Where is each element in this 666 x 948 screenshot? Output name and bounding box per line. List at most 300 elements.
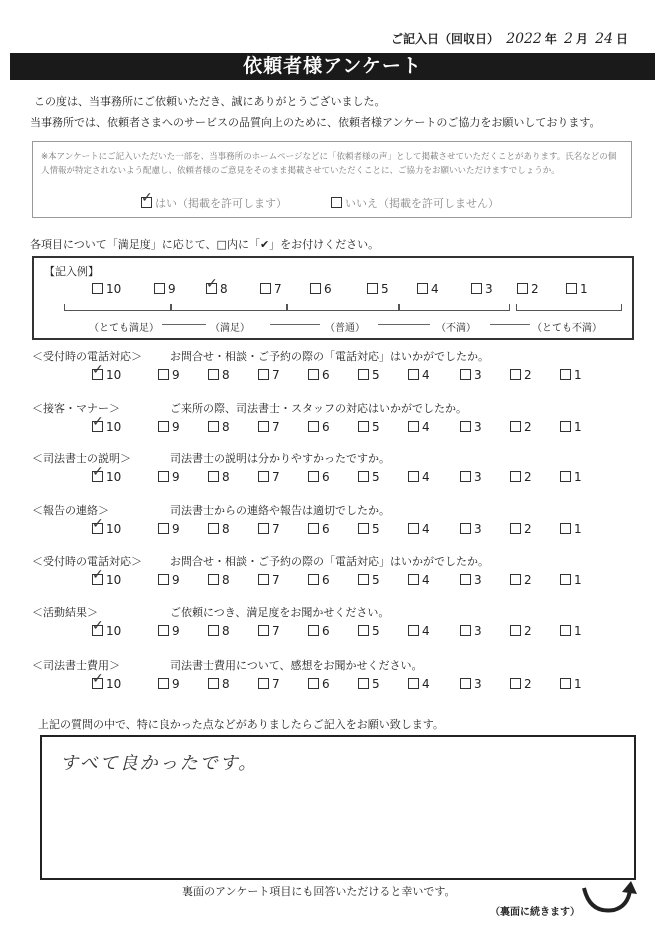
option-label: 4 <box>422 522 430 536</box>
date-year-unit: 年 <box>544 32 557 46</box>
option-label: 5 <box>372 677 380 691</box>
checkbox[interactable] <box>92 464 104 482</box>
checkbox[interactable] <box>460 471 471 482</box>
option-label: 2 <box>524 368 532 382</box>
rating-option[interactable] <box>92 362 122 382</box>
checkbox[interactable] <box>560 421 571 432</box>
option-label: 2 <box>524 624 532 638</box>
scale-label: （普通） <box>325 323 365 334</box>
option-label: 8 <box>222 677 230 691</box>
option-label: 6 <box>322 368 330 382</box>
checkbox[interactable] <box>408 421 419 432</box>
checkbox[interactable] <box>141 190 153 208</box>
checkbox[interactable] <box>158 574 169 585</box>
question-title: ＜報告の連絡＞ <box>32 504 109 517</box>
option-label: 7 <box>274 282 282 296</box>
checkbox[interactable] <box>208 471 219 482</box>
option-label: 3 <box>474 470 482 484</box>
check-mark-icon: ✓ <box>92 671 104 687</box>
question-text: 司法書士費用について、感想をお聞かせください。 <box>170 659 423 672</box>
option-label: 10 <box>106 677 122 691</box>
rating-option[interactable] <box>308 420 330 434</box>
option-label: 1 <box>574 470 582 484</box>
option-label: 1 <box>580 282 588 296</box>
date-label: ご記入日（回収日） <box>390 32 499 46</box>
checkbox <box>154 283 165 294</box>
consent-no-option[interactable] <box>331 195 499 211</box>
publish-consent-box <box>32 141 632 218</box>
scale-bracket <box>398 304 510 311</box>
checkbox[interactable] <box>92 516 104 534</box>
check-mark-icon: ✓ <box>92 567 104 583</box>
rating-option[interactable] <box>460 420 482 434</box>
rating-option[interactable] <box>510 470 532 484</box>
checkbox[interactable] <box>208 369 219 380</box>
checkbox <box>566 283 577 294</box>
rating-option[interactable] <box>510 368 532 382</box>
rating-option[interactable] <box>510 677 532 691</box>
option-label: 4 <box>422 470 430 484</box>
option-label: 10 <box>106 420 122 434</box>
free-comment-answer: すべて良かったです。 <box>60 753 259 774</box>
scale-label: （とても満足） <box>89 323 159 334</box>
rating-option[interactable] <box>308 624 330 638</box>
date-year[interactable]: 2022 <box>506 31 542 47</box>
rating-option[interactable] <box>258 677 280 691</box>
option-label: 6 <box>322 470 330 484</box>
option-label: 7 <box>272 420 280 434</box>
checkbox[interactable] <box>331 197 342 208</box>
rating-option[interactable] <box>358 420 380 434</box>
option-label: 4 <box>422 677 430 691</box>
rating-option[interactable] <box>258 470 280 484</box>
option-label: 1 <box>574 368 582 382</box>
checkbox[interactable] <box>460 678 471 689</box>
checkbox[interactable] <box>258 523 269 534</box>
rating-option[interactable] <box>408 573 430 587</box>
rating-option[interactable] <box>208 677 230 691</box>
checkbox <box>417 283 428 294</box>
turn-page-arrow-icon <box>578 878 638 918</box>
option-label: 5 <box>372 368 380 382</box>
option-label: 1 <box>574 677 582 691</box>
rating-option[interactable] <box>358 624 380 638</box>
example-option <box>566 282 588 296</box>
example-option <box>417 282 439 296</box>
rating-option[interactable] <box>358 677 380 691</box>
checkbox[interactable] <box>358 678 369 689</box>
option-label: 3 <box>474 522 482 536</box>
option-label: 10 <box>106 522 122 536</box>
checkbox[interactable] <box>158 523 169 534</box>
scale-dash <box>490 324 530 325</box>
scale-label: （とても不満） <box>532 323 602 334</box>
question-title: ＜司法書士費用＞ <box>32 659 120 672</box>
rating-option[interactable] <box>560 677 582 691</box>
rating-option[interactable] <box>560 522 582 536</box>
rating-option[interactable] <box>258 624 280 638</box>
option-label: 10 <box>106 470 122 484</box>
checkbox[interactable] <box>308 574 319 585</box>
rating-option[interactable] <box>460 677 482 691</box>
checkbox[interactable] <box>92 414 104 432</box>
option-label: 8 <box>222 470 230 484</box>
option-label: 10 <box>106 282 122 296</box>
example-option <box>517 282 539 296</box>
checkbox[interactable] <box>92 618 104 636</box>
example-title: 【記入例】 <box>44 265 99 278</box>
checkbox[interactable] <box>92 362 104 380</box>
checkbox[interactable] <box>460 523 471 534</box>
checkbox[interactable] <box>460 421 471 432</box>
rating-option[interactable] <box>358 573 380 587</box>
rating-option[interactable] <box>208 420 230 434</box>
rating-option[interactable] <box>258 420 280 434</box>
option-label: 9 <box>172 470 180 484</box>
rating-option[interactable] <box>258 368 280 382</box>
rating-option[interactable] <box>358 522 380 536</box>
scale-dash <box>270 324 320 325</box>
option-label: 7 <box>272 522 280 536</box>
checkbox[interactable] <box>308 421 319 432</box>
option-label: 3 <box>485 282 493 296</box>
checkbox[interactable] <box>158 421 169 432</box>
checkbox <box>92 283 103 294</box>
checkbox[interactable] <box>510 369 521 380</box>
checkbox[interactable] <box>308 523 319 534</box>
option-label: 4 <box>431 282 439 296</box>
checkbox[interactable] <box>258 471 269 482</box>
question-text: お問合せ・相談・ご予約の際の「電話対応」はいかがでしたか。 <box>170 350 489 363</box>
option-label: 9 <box>172 573 180 587</box>
scale-label: （不満） <box>436 323 476 334</box>
checkbox[interactable] <box>408 574 419 585</box>
rating-option[interactable] <box>358 470 380 484</box>
rating-option[interactable] <box>560 624 582 638</box>
checkbox[interactable] <box>460 625 471 636</box>
checkbox[interactable] <box>208 574 219 585</box>
check-mark-icon: ✓ <box>206 276 218 292</box>
rating-option[interactable] <box>158 624 180 638</box>
option-label: 1 <box>574 420 582 434</box>
rating-option[interactable] <box>208 624 230 638</box>
check-mark-icon: ✓ <box>92 464 104 480</box>
option-label: 9 <box>172 522 180 536</box>
instruction-text: 各項目について「満足度」に応じて、□内に「✔」をお付けください。 <box>30 238 380 251</box>
option-label: 6 <box>322 573 330 587</box>
option-label: 3 <box>474 624 482 638</box>
rating-option[interactable] <box>460 624 482 638</box>
rating-option[interactable] <box>92 671 122 691</box>
date-day[interactable]: 24 <box>595 31 613 47</box>
checkbox[interactable] <box>158 471 169 482</box>
scale-label: （満足） <box>210 323 250 334</box>
rating-option[interactable] <box>408 368 430 382</box>
option-label: 5 <box>372 420 380 434</box>
rating-option[interactable] <box>258 573 280 587</box>
checkbox[interactable] <box>358 523 369 534</box>
option-label: 2 <box>524 522 532 536</box>
back-page-note: 裏面のアンケート項目にも回答いただけると幸いです。 <box>182 885 456 898</box>
checkbox[interactable] <box>560 471 571 482</box>
checkbox[interactable] <box>158 625 169 636</box>
rating-option[interactable] <box>460 470 482 484</box>
checkbox[interactable] <box>92 671 104 689</box>
example-option <box>310 282 332 296</box>
check-mark-icon: ✓ <box>92 516 104 532</box>
scale-dash <box>378 324 430 325</box>
checkbox[interactable] <box>408 369 419 380</box>
page-title: 依頼者様アンケート <box>10 53 655 80</box>
question-title: ＜司法書士の説明＞ <box>32 452 131 465</box>
option-label: 4 <box>422 420 430 434</box>
checkbox[interactable] <box>510 471 521 482</box>
checkbox[interactable] <box>408 678 419 689</box>
checkbox[interactable] <box>358 574 369 585</box>
checkbox[interactable] <box>408 625 419 636</box>
checkbox[interactable] <box>460 369 471 380</box>
rating-option[interactable] <box>92 516 122 536</box>
question-text: お問合せ・相談・ご予約の際の「電話対応」はいかがでしたか。 <box>170 555 489 568</box>
option-label: 8 <box>222 573 230 587</box>
intro-line-1: この度は、当事務所にご依頼いただき、誠にありがとうございました。 <box>34 95 386 108</box>
checkbox[interactable] <box>208 523 219 534</box>
scale-bracket <box>516 304 622 311</box>
option-label: 6 <box>324 282 332 296</box>
checkbox[interactable] <box>510 678 521 689</box>
checkbox <box>206 276 218 294</box>
question-title: ＜受付時の電話対応＞ <box>32 555 142 568</box>
rating-option[interactable] <box>208 470 230 484</box>
example-box <box>32 256 634 340</box>
option-label: 10 <box>106 624 122 638</box>
rating-option[interactable] <box>560 420 582 434</box>
rating-option[interactable] <box>358 368 380 382</box>
consent-no-label: いいえ（掲載を許可しません） <box>345 197 499 210</box>
checkbox[interactable] <box>258 678 269 689</box>
checkbox[interactable] <box>510 421 521 432</box>
date-line <box>391 30 628 47</box>
checkbox <box>310 283 321 294</box>
option-label: 8 <box>222 368 230 382</box>
rating-option[interactable] <box>460 368 482 382</box>
option-label: 5 <box>372 624 380 638</box>
option-label: 3 <box>474 420 482 434</box>
option-label: 7 <box>272 573 280 587</box>
option-label: 5 <box>372 470 380 484</box>
rating-option[interactable] <box>158 573 180 587</box>
checkbox[interactable] <box>408 471 419 482</box>
checkbox[interactable] <box>408 523 419 534</box>
checkbox <box>260 283 271 294</box>
rating-option[interactable] <box>92 414 122 434</box>
option-label: 2 <box>524 573 532 587</box>
checkbox[interactable] <box>358 421 369 432</box>
checkbox[interactable] <box>560 369 571 380</box>
checkbox[interactable] <box>258 369 269 380</box>
rating-option[interactable] <box>510 420 532 434</box>
date-month[interactable]: 2 <box>564 31 573 47</box>
rating-option[interactable] <box>208 573 230 587</box>
rating-option[interactable] <box>408 470 430 484</box>
option-label: 6 <box>322 677 330 691</box>
option-label: 9 <box>168 282 176 296</box>
option-label: 3 <box>474 677 482 691</box>
free-comment-label: 上記の質問の中で、特に良かった点などがありましたらご記入をお願い致します。 <box>38 718 444 731</box>
scale-bracket <box>286 304 400 311</box>
check-mark-icon: ✓ <box>92 362 104 378</box>
checkbox[interactable] <box>208 678 219 689</box>
rating-option[interactable] <box>158 368 180 382</box>
option-label: 1 <box>574 573 582 587</box>
option-label: 9 <box>172 368 180 382</box>
example-option <box>260 282 282 296</box>
example-option <box>92 282 121 296</box>
checkbox[interactable] <box>358 471 369 482</box>
free-comment-box[interactable] <box>40 735 636 880</box>
option-label: 7 <box>272 470 280 484</box>
rating-option[interactable] <box>158 677 180 691</box>
option-label: 4 <box>422 368 430 382</box>
option-label: 3 <box>474 573 482 587</box>
checkbox[interactable] <box>510 574 521 585</box>
rating-option[interactable] <box>408 677 430 691</box>
rating-option[interactable] <box>408 420 430 434</box>
option-label: 10 <box>106 573 122 587</box>
checkbox <box>517 283 528 294</box>
option-label: 2 <box>524 677 532 691</box>
rating-option[interactable] <box>308 522 330 536</box>
check-mark-icon: ✓ <box>92 414 104 430</box>
option-label: 5 <box>381 282 389 296</box>
option-label: 2 <box>531 282 539 296</box>
option-label: 8 <box>222 522 230 536</box>
checkbox[interactable] <box>308 471 319 482</box>
rating-option[interactable] <box>460 522 482 536</box>
question-text: ご依頼につき、満足度をお聞かせください。 <box>170 606 390 619</box>
checkbox[interactable] <box>460 574 471 585</box>
scale-bracket <box>64 304 172 311</box>
rating-option[interactable] <box>258 522 280 536</box>
rating-option[interactable] <box>208 368 230 382</box>
question-text: 司法書士からの連絡や報告は適切でしたか。 <box>170 504 390 517</box>
option-label: 5 <box>372 573 380 587</box>
option-label: 2 <box>524 420 532 434</box>
checkbox[interactable] <box>308 625 319 636</box>
option-label: 8 <box>222 624 230 638</box>
checkbox[interactable] <box>258 421 269 432</box>
rating-option[interactable] <box>510 522 532 536</box>
checkbox[interactable] <box>208 421 219 432</box>
rating-option[interactable] <box>92 618 122 638</box>
rating-option[interactable] <box>158 420 180 434</box>
checkbox[interactable] <box>358 369 369 380</box>
checkbox[interactable] <box>560 625 571 636</box>
checkbox[interactable] <box>92 567 104 585</box>
option-label: 3 <box>474 368 482 382</box>
option-label: 7 <box>272 368 280 382</box>
checkbox[interactable] <box>510 625 521 636</box>
rating-option[interactable] <box>92 567 122 587</box>
option-label: 1 <box>574 522 582 536</box>
scale-dash <box>162 324 206 325</box>
checkbox[interactable] <box>258 625 269 636</box>
example-option <box>471 282 493 296</box>
checkbox[interactable] <box>308 678 319 689</box>
rating-option[interactable] <box>510 573 532 587</box>
option-label: 9 <box>172 624 180 638</box>
rating-option[interactable] <box>158 522 180 536</box>
date-day-unit: 日 <box>615 32 628 46</box>
rating-option[interactable] <box>560 470 582 484</box>
rating-option[interactable] <box>510 624 532 638</box>
consent-yes-option[interactable] <box>141 190 287 211</box>
question-title: ＜活動結果＞ <box>32 606 98 619</box>
question-title: ＜接客・マナー＞ <box>32 402 120 415</box>
intro-line-2: 当事務所では、依頼者さまへのサービスの品質向上のために、依頼者様アンケートのご協力をお願いしております。 <box>30 116 601 129</box>
rating-option[interactable] <box>308 573 330 587</box>
checkbox[interactable] <box>510 523 521 534</box>
checkbox[interactable] <box>208 625 219 636</box>
question-text: ご来所の際、司法書士・スタッフの対応はいかがでしたか。 <box>170 402 467 415</box>
option-label: 8 <box>220 282 228 296</box>
checkbox[interactable] <box>560 574 571 585</box>
consent-yes-label: はい（掲載を許可します） <box>155 197 287 210</box>
option-label: 7 <box>272 677 280 691</box>
rating-option[interactable] <box>560 368 582 382</box>
check-mark-icon: ✓ <box>141 190 153 206</box>
checkbox[interactable] <box>560 678 571 689</box>
rating-option[interactable] <box>208 522 230 536</box>
example-option <box>206 276 228 296</box>
checkbox[interactable] <box>158 369 169 380</box>
checkbox[interactable] <box>358 625 369 636</box>
rating-option[interactable] <box>460 573 482 587</box>
rating-option[interactable] <box>408 522 430 536</box>
option-label: 4 <box>422 573 430 587</box>
option-label: 6 <box>322 624 330 638</box>
rating-option[interactable] <box>308 677 330 691</box>
checkbox <box>471 283 482 294</box>
checkbox[interactable] <box>308 369 319 380</box>
option-label: 4 <box>422 624 430 638</box>
checkbox <box>367 283 378 294</box>
check-mark-icon: ✓ <box>92 618 104 634</box>
option-label: 9 <box>172 677 180 691</box>
example-option <box>154 282 176 296</box>
rating-option[interactable] <box>408 624 430 638</box>
rating-option[interactable] <box>158 470 180 484</box>
checkbox[interactable] <box>258 574 269 585</box>
rating-option[interactable] <box>308 470 330 484</box>
rating-option[interactable] <box>92 464 122 484</box>
option-label: 8 <box>222 420 230 434</box>
option-label: 2 <box>524 470 532 484</box>
rating-option[interactable] <box>560 573 582 587</box>
continue-note: （裏面に続きます） <box>490 907 580 918</box>
scale-bracket <box>170 304 288 311</box>
checkbox[interactable] <box>560 523 571 534</box>
checkbox[interactable] <box>158 678 169 689</box>
rating-option[interactable] <box>308 368 330 382</box>
question-title: ＜受付時の電話対応＞ <box>32 350 142 363</box>
option-label: 5 <box>372 522 380 536</box>
option-label: 1 <box>574 624 582 638</box>
date-month-unit: 月 <box>575 32 588 46</box>
option-label: 7 <box>272 624 280 638</box>
example-option <box>367 282 389 296</box>
option-label: 6 <box>322 522 330 536</box>
